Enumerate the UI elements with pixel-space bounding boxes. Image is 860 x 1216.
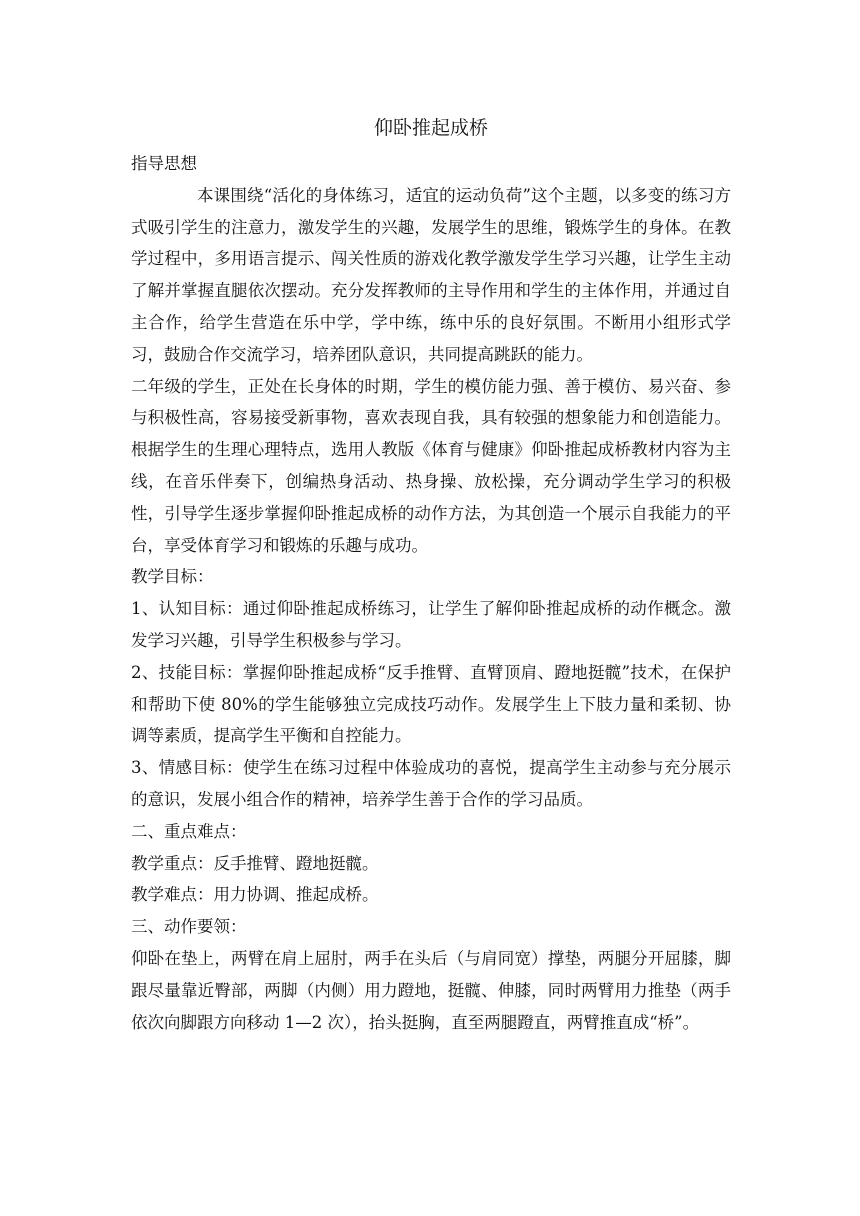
goal-cognitive: 1、认知目标：通过仰卧推起成桥练习，让学生了解仰卧推起成桥的动作概念。激发学习兴趣，引导学生积极参与学习。 <box>131 599 731 650</box>
heading-key-points: 二、重点难点： <box>131 821 247 841</box>
heading-guiding-thought: 指导思想 <box>131 154 197 173</box>
difficult-point: 教学难点：用力协调、推起成桥。 <box>131 885 379 905</box>
key-point: 教学重点：反手推臂、蹬地挺髋。 <box>131 853 379 873</box>
paragraph-student-analysis: 二年级的学生，正处在长身体的时期，学生的模仿能力强、善于模仿、易兴奋、参与积极性高，容易接受新事物，喜欢表现自我，具有较强的想象能力和创造能力。根据学生的生理心理特点，选用人教版《体育与健康》仰卧推起成桥教材内容为主线，在音乐伴奏下，创编热身活动、热身操、放松操，充分调动学生学习的积极性，引导学生逐步掌握仰卧推起成桥的动作方法，为其创造一个展示自我能力的平台，享受体育学习和锻炼的乐趣与成功。 <box>131 376 731 555</box>
document-title: 仰卧推起成桥 <box>373 117 488 139</box>
paragraph-movement-essentials: 仰卧在垫上，两臂在肩上屈肘，两手在头后（与肩同宽）撑垫，两腿分开屈膝，脚跟尽量靠近臀部，两脚（内侧）用力蹬地，挺髋、伸膝，同时两臂用力推垫（两手依次向脚跟方向移动 1—2 次），抬头挺胸，直至两腿蹬直，两臂推直成“桥”。 <box>131 948 731 1032</box>
document-page <box>131 110 731 1038</box>
goal-emotional: 3、情感目标：使学生在练习过程中体验成功的喜悦，提高学生主动参与充分展示的意识，发展小组合作的精神，培养学生善于合作的学习品质。 <box>131 758 731 809</box>
paragraph-guiding-thought: 本课围绕“活化的身体练习，适宜的运动负荷”这个主题，以多变的练习方式吸引学生的注意力，激发学生的兴趣，发展学生的思维，锻炼学生的身体。在教学过程中，多用语言提示、闯关性质的游戏化教学激发学生学习兴趣，让学生主动了解并掌握直腿依次摆动。充分发挥教师的主导作用和学生的主体作用，并通过自主合作，给学生营造在乐中学，学中练，练中乐的良好氛围。不断用小组形式学习，鼓励合作交流学习，培养团队意识，共同提高跳跃的能力。 <box>131 185 731 364</box>
goal-skill: 2、技能目标：掌握仰卧推起成桥“反手推臂、直臂顶肩、蹬地挺髋”技术，在保护和帮助下使 80%的学生能够独立完成技巧动作。发展学生上下肢力量和柔韧、协调等素质，提高学生平衡和自控能力。 <box>131 662 731 746</box>
heading-teaching-goals: 教学目标： <box>131 567 214 587</box>
heading-movement-essentials: 三、动作要领： <box>131 917 247 937</box>
